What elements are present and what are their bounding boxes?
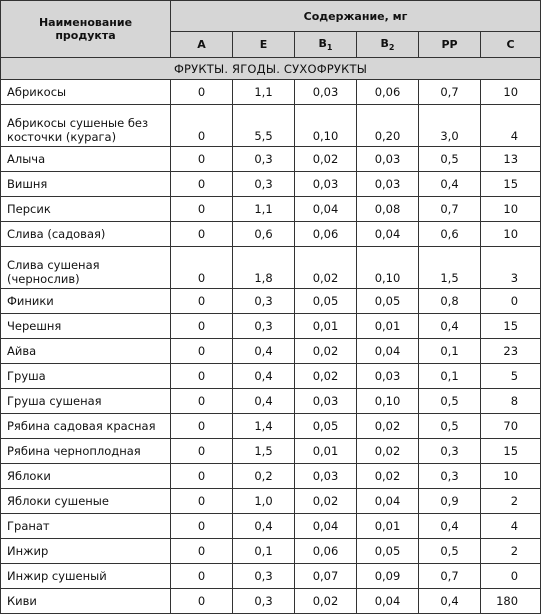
value-cell: 0 (171, 105, 233, 147)
value-cell: 0,05 (357, 539, 419, 564)
value-cell: 0 (171, 172, 233, 197)
value-cell: 23 (481, 339, 541, 364)
value-cell: 0,7 (419, 564, 481, 589)
value-cell: 0,5 (419, 147, 481, 172)
value-cell: 0,04 (357, 339, 419, 364)
value-cell: 0,09 (357, 564, 419, 589)
value-cell: 0,03 (295, 172, 357, 197)
table-row (1, 439, 541, 464)
value-cell: 0,02 (295, 489, 357, 514)
product-name-cell: Рябина черноплодная (1, 439, 171, 464)
value-cell: 0,06 (295, 539, 357, 564)
value-cell: 0,4 (419, 314, 481, 339)
value-cell: 1,1 (233, 197, 295, 222)
value-cell: 4 (481, 105, 541, 147)
table-row (1, 247, 541, 289)
product-name-cell: Инжир сушеный (1, 564, 171, 589)
table-row (1, 314, 541, 339)
value-cell: 0,04 (295, 197, 357, 222)
value-cell: 0,01 (295, 439, 357, 464)
value-cell: 0 (171, 80, 233, 105)
value-cell: 0,06 (357, 80, 419, 105)
value-cell: 0,02 (295, 247, 357, 289)
product-name-cell: Инжир (1, 539, 171, 564)
value-cell: 0,01 (357, 514, 419, 539)
value-cell: 0,04 (357, 589, 419, 614)
table-row (1, 105, 541, 147)
product-name-cell: Финики (1, 289, 171, 314)
value-cell: 0,03 (357, 364, 419, 389)
column-header-label: C (506, 38, 515, 51)
value-cell: 1,4 (233, 414, 295, 439)
product-name-cell: Киви (1, 589, 171, 614)
value-cell: 10 (481, 80, 541, 105)
column-header (481, 32, 541, 58)
value-cell: 10 (481, 464, 541, 489)
value-cell: 0 (171, 314, 233, 339)
value-cell: 3,0 (419, 105, 481, 147)
column-header-label: PP (441, 38, 458, 51)
value-cell: 8 (481, 389, 541, 414)
value-cell: 0 (171, 389, 233, 414)
value-cell: 0 (171, 339, 233, 364)
section-title: ФРУКТЫ. ЯГОДЫ. СУХОФРУКТЫ (1, 58, 541, 80)
value-cell: 0 (171, 489, 233, 514)
value-cell: 0,01 (357, 314, 419, 339)
value-cell: 0 (171, 197, 233, 222)
table-row (1, 589, 541, 614)
column-header (233, 32, 295, 58)
value-cell: 0,1 (419, 364, 481, 389)
value-cell: 0,7 (419, 80, 481, 105)
value-cell: 1,8 (233, 247, 295, 289)
table-row (1, 339, 541, 364)
table-row (1, 539, 541, 564)
value-cell: 0,02 (295, 339, 357, 364)
value-cell: 0,04 (357, 222, 419, 247)
product-name-cell: Персик (1, 197, 171, 222)
table-row (1, 289, 541, 314)
product-name-cell: Груша сушеная (1, 389, 171, 414)
value-cell: 0,02 (295, 364, 357, 389)
table-row (1, 80, 541, 105)
value-cell: 13 (481, 147, 541, 172)
value-cell: 0,4 (419, 514, 481, 539)
value-cell: 1,0 (233, 489, 295, 514)
value-cell: 0 (171, 147, 233, 172)
value-cell: 0,03 (357, 172, 419, 197)
value-cell: 0,03 (357, 147, 419, 172)
column-header (357, 32, 419, 58)
product-name-cell: Яблоки (1, 464, 171, 489)
value-cell: 0 (171, 514, 233, 539)
value-cell: 0,7 (419, 197, 481, 222)
product-name-cell: Груша (1, 364, 171, 389)
value-cell: 0,6 (419, 222, 481, 247)
value-cell: 0,8 (419, 289, 481, 314)
value-cell: 0,10 (357, 389, 419, 414)
value-cell: 0,3 (233, 564, 295, 589)
product-name-cell: Рябина садовая красная (1, 414, 171, 439)
value-cell: 0,05 (295, 414, 357, 439)
value-cell: 0 (171, 464, 233, 489)
value-cell: 4 (481, 514, 541, 539)
table-row (1, 389, 541, 414)
value-cell: 0,3 (233, 172, 295, 197)
value-cell: 0 (171, 564, 233, 589)
table-row (1, 464, 541, 489)
value-cell: 0,6 (233, 222, 295, 247)
value-cell: 1,5 (233, 439, 295, 464)
column-header-label: E (259, 38, 268, 51)
column-header (171, 32, 233, 58)
value-cell: 0,04 (357, 489, 419, 514)
value-cell: 2 (481, 489, 541, 514)
value-cell: 0 (481, 289, 541, 314)
product-name-cell: Алыча (1, 147, 171, 172)
column-header-label: B (318, 36, 327, 50)
value-cell: 10 (481, 197, 541, 222)
value-cell: 0 (171, 589, 233, 614)
value-cell: 0,3 (233, 589, 295, 614)
value-cell: 0,4 (233, 389, 295, 414)
value-cell: 0 (171, 414, 233, 439)
table-row (1, 147, 541, 172)
value-cell: 15 (481, 314, 541, 339)
value-cell: 0,02 (357, 464, 419, 489)
value-cell: 0,03 (295, 389, 357, 414)
value-cell: 0 (171, 539, 233, 564)
table-row (1, 414, 541, 439)
value-cell: 0,4 (419, 172, 481, 197)
product-name-cell: Черешня (1, 314, 171, 339)
column-header (419, 32, 481, 58)
value-cell: 0,01 (295, 314, 357, 339)
value-cell: 5 (481, 364, 541, 389)
column-header-subscript: 2 (388, 43, 395, 53)
column-header (295, 32, 357, 58)
value-cell: 0 (171, 222, 233, 247)
value-cell: 0,4 (233, 514, 295, 539)
table-row (1, 514, 541, 539)
value-cell: 0,02 (295, 589, 357, 614)
value-cell: 0,4 (233, 339, 295, 364)
product-name-cell: Гранат (1, 514, 171, 539)
value-cell: 0,03 (295, 80, 357, 105)
product-name-cell: Яблоки сушеные (1, 489, 171, 514)
value-cell: 0,02 (357, 439, 419, 464)
value-cell: 0,2 (233, 464, 295, 489)
table-row (1, 172, 541, 197)
table-row (1, 197, 541, 222)
value-cell: 0,3 (233, 289, 295, 314)
table-row (1, 222, 541, 247)
value-cell: 0,3 (419, 439, 481, 464)
value-cell: 0,1 (233, 539, 295, 564)
product-name-cell: Айва (1, 339, 171, 364)
value-cell: 0,05 (357, 289, 419, 314)
value-cell: 10 (481, 222, 541, 247)
value-cell: 1,5 (419, 247, 481, 289)
value-cell: 0,20 (357, 105, 419, 147)
value-cell: 0,5 (419, 414, 481, 439)
value-cell: 15 (481, 172, 541, 197)
product-name-cell: Слива (садовая) (1, 222, 171, 247)
column-header-label: B (380, 36, 389, 50)
value-cell: 0,03 (295, 464, 357, 489)
table-row (1, 564, 541, 589)
value-cell: 0 (171, 364, 233, 389)
column-header-label: A (197, 38, 206, 51)
content-group-header: Содержание, мг (171, 1, 541, 32)
value-cell: 0,04 (295, 514, 357, 539)
value-cell: 0,05 (295, 289, 357, 314)
value-cell: 70 (481, 414, 541, 439)
value-cell: 5,5 (233, 105, 295, 147)
product-name-cell: Абрикосы сушеные без косточки (курага) (1, 105, 171, 147)
column-header-subscript: 1 (326, 43, 333, 53)
value-cell: 0,02 (295, 147, 357, 172)
table-row (1, 489, 541, 514)
value-cell: 0,1 (419, 339, 481, 364)
value-cell: 0 (481, 564, 541, 589)
value-cell: 0,9 (419, 489, 481, 514)
value-cell: 0,3 (233, 147, 295, 172)
value-cell: 0,06 (295, 222, 357, 247)
value-cell: 15 (481, 439, 541, 464)
value-cell: 0,5 (419, 539, 481, 564)
value-cell: 0,3 (233, 314, 295, 339)
value-cell: 3 (481, 247, 541, 289)
value-cell: 0 (171, 247, 233, 289)
value-cell: 0,10 (295, 105, 357, 147)
value-cell: 180 (481, 589, 541, 614)
value-cell: 0,02 (357, 414, 419, 439)
table-row (1, 364, 541, 389)
value-cell: 0,5 (419, 389, 481, 414)
value-cell: 1,1 (233, 80, 295, 105)
value-cell: 2 (481, 539, 541, 564)
value-cell: 0 (171, 439, 233, 464)
value-cell: 0 (171, 289, 233, 314)
value-cell: 0,08 (357, 197, 419, 222)
product-name-header: Наименование продукта (1, 1, 171, 58)
product-name-cell: Слива сушеная (чернослив) (1, 247, 171, 289)
product-name-cell: Абрикосы (1, 80, 171, 105)
value-cell: 0,4 (419, 589, 481, 614)
value-cell: 0,07 (295, 564, 357, 589)
value-cell: 0,10 (357, 247, 419, 289)
value-cell: 0,3 (419, 464, 481, 489)
product-name-cell: Вишня (1, 172, 171, 197)
value-cell: 0,4 (233, 364, 295, 389)
